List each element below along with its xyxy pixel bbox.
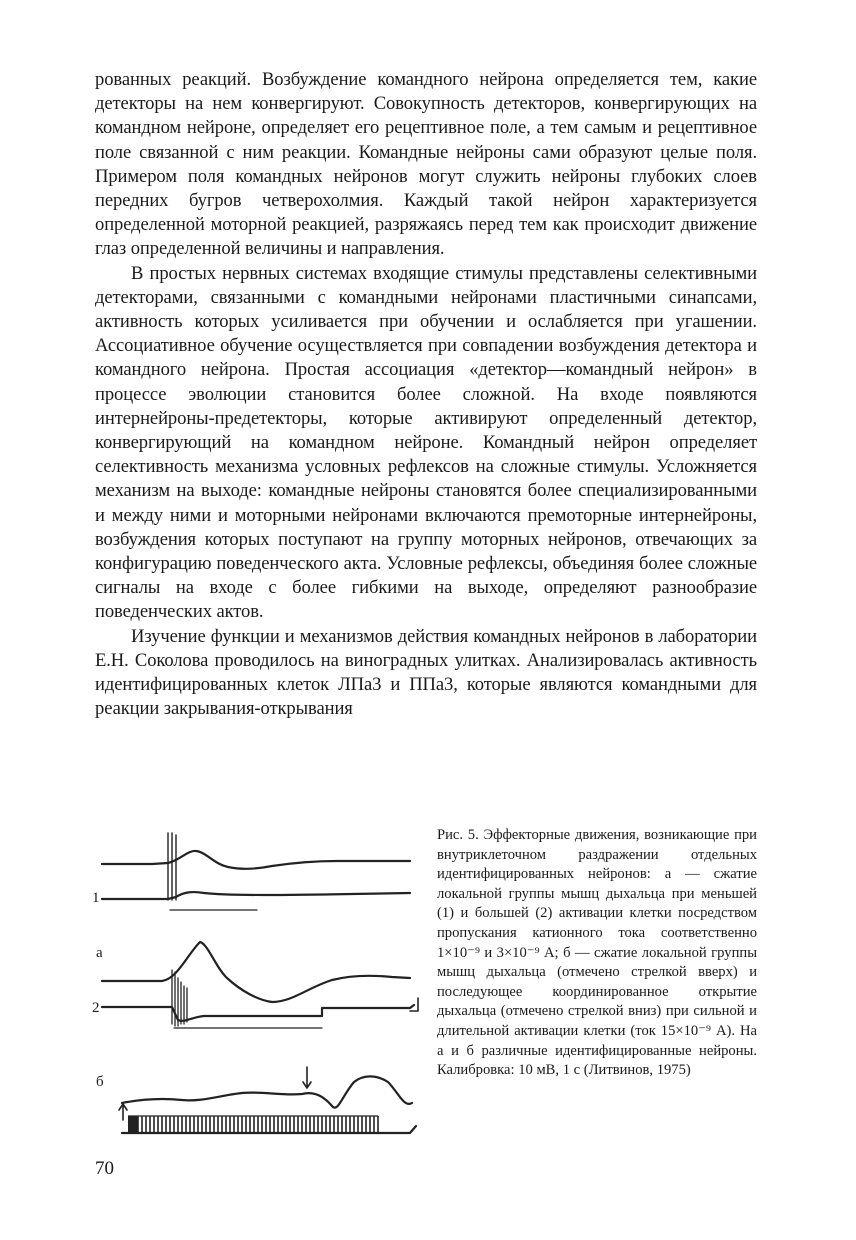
- text-body: [95, 68, 757, 721]
- trace-1-label: 1: [92, 890, 100, 906]
- trace2-spike-burst: [172, 970, 187, 1026]
- figure-5: [92, 820, 757, 1150]
- trace1-stimulus-spikes: [168, 833, 176, 900]
- arrow-up-icon: [119, 1104, 127, 1120]
- paragraph-2: В простых нервных системах входящие стимулы представлены селективными детекторами, связанными с командными нейронами пластичными синапсами, активность которых усиливается при обучении и ослабляется при угашении. Ассоциативное обучение осуществляется при совпадении возбуждения детектора и командного нейрона. Простая ассоциация «детектор—командный нейрон» в процессе эволюции становится более сложной. На входе появляются интернейроны-предетекторы, которые активируют определенный детектор, конвергирующий на командном нейроне. Командный нейрон определяет селективность механизма условных рефлексов на сложные стимулы. Усложняется механизм на выходе: командные нейроны становятся более специализированными и между ними и моторными нейронами включаются премоторные интернейроны, возбуждения которых поступают на группу моторных нейронов, отвечающих за конфигурацию поведенческого акта. Условные рефлексы, объединяя более сложные сигналы на входе с более гибкими на выходе, определяют разнообразие поведенческих актов.: [95, 262, 757, 623]
- panel-b-muscle-trace: [122, 1076, 412, 1107]
- trace1-muscle-response: [102, 851, 410, 869]
- paragraph-3: Изучение функции и механизмов действия командных нейронов в лаборатории Е.Н. Соколова проводилось на виноградных улитках. Анализировалась активность идентифицированных клеток ЛПа3 и ППа3, которые являются командными для реакции закрывания-открывания: [95, 625, 757, 720]
- trace2-membrane-potential: [102, 1005, 414, 1021]
- panel-b-label: б: [96, 1074, 104, 1090]
- trace2-muscle-response: [102, 942, 410, 1002]
- trace1-membrane-potential: [102, 892, 410, 899]
- trace-2-label: 2: [92, 1000, 100, 1016]
- arrow-down-icon: [303, 1067, 311, 1088]
- panel-a-label: а: [96, 945, 103, 961]
- paragraph-1: рованных реакций. Возбуждение командного нейрона определяется тем, какие детекторы на нем конвергируют. Совокупность детекторов, конвергирующих на командном нейроне, определяет его рецептивное поле, а тем самым и рецептивное поле связанной с ним реакции. Командные нейроны сами образуют целые поля. Примером поля командных нейронов могут служить нейроны глубоких слоев передних бугров четверохолмия. Каждый такой нейрон характеризуется определенной моторной реакцией, разряжаясь перед тем как происходит движение глаз определенной величины и направления.: [95, 69, 757, 260]
- figure-caption: Рис. 5. Эффекторные движения, возникающие при внутриклеточном раздражении отдельных идентифицированных нейронов: а — сжатие локальной группы мышц дыхальца при меньшей (1) и большей (2) активации клетки посредством пропускания катионного тока соответственно 1×10⁻⁹ и 3×10⁻⁹ А; б — сжатие локальной группы мышц дыхальца (отмечено стрелкой вверх) и последующее координированное открытие дыхальца (отмечено стрелкой вниз) при сильной и длительной активации клетки (ток 15×10⁻⁹ А). На а и б различные идентифицированные нейроны. Калибровка: 10 мВ, 1 с (Литвинов, 1975): [437, 827, 757, 1079]
- panel-b-spike-train: [128, 1116, 378, 1133]
- oscillogram-figure: [92, 820, 432, 1150]
- panel-b-spike-train-fill: [128, 1116, 138, 1133]
- page-number: 70: [95, 1158, 114, 1179]
